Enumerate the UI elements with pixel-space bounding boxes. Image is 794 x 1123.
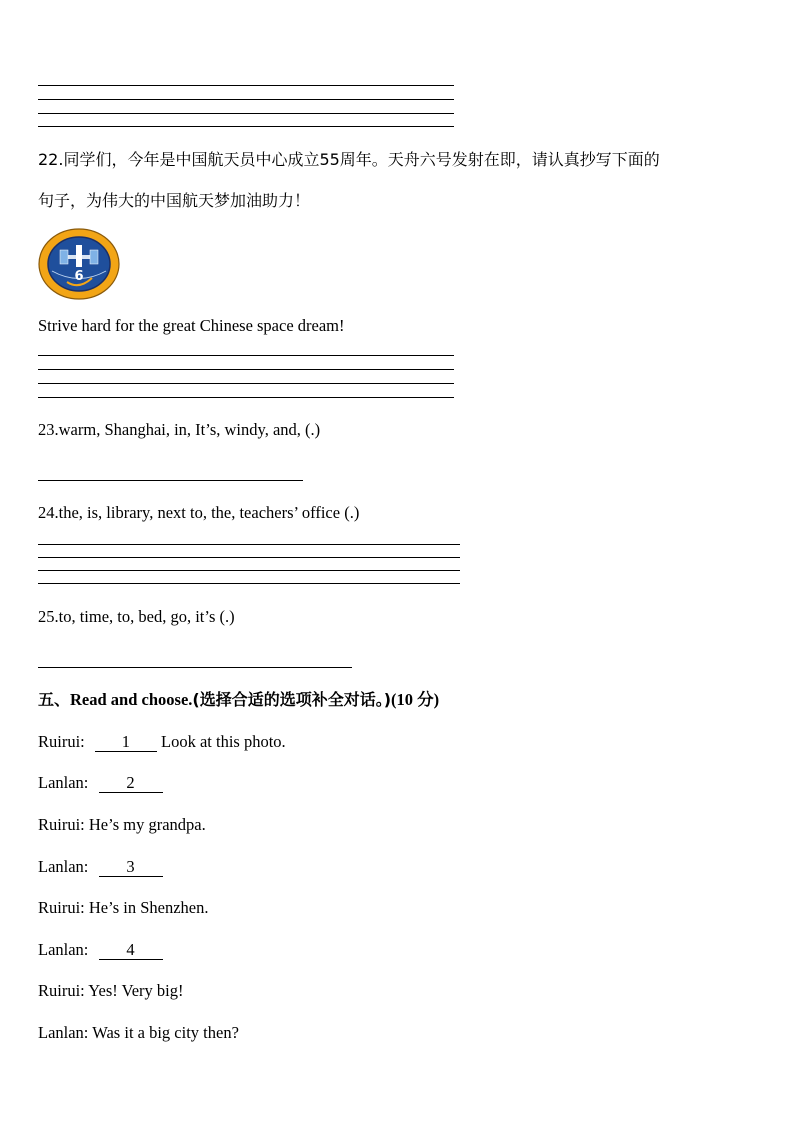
writing-line: [38, 355, 454, 356]
section5-number: 五、: [38, 690, 71, 709]
dialog-speaker: Lanlan:: [38, 1023, 89, 1042]
writing-line: [38, 583, 460, 584]
section5-title-en: Read and choose.: [70, 690, 193, 709]
dialog-line: [38, 857, 163, 877]
q22-instruction-line1: 22.同学们，今年是中国航天员中心成立55周年。天舟六号发射在即，请认真抄写下面的: [38, 150, 660, 169]
dialog-line: [38, 981, 183, 1001]
answer-line: [38, 480, 303, 481]
dialog-speaker: Ruirui:: [38, 981, 85, 1000]
dialog-blank: [99, 941, 163, 960]
dialog-speaker: Lanlan:: [38, 940, 89, 959]
section5-title-zh: (选择合适的选项补全对话。): [192, 690, 392, 709]
q22-sentence: Strive hard for the great Chinese space dream!: [38, 316, 345, 335]
mission-number: 6: [74, 269, 84, 284]
answer-line: [38, 667, 352, 668]
dialog-blank: [95, 733, 157, 752]
dialog-line: [38, 815, 206, 835]
dialog-speaker: Lanlan:: [38, 857, 89, 876]
section5-score: (10 分): [391, 690, 440, 709]
writing-line: [38, 126, 454, 127]
q25-prompt: 25.to, time, to, bed, go, it’s (.): [38, 607, 235, 626]
blank-number: 1: [121, 732, 131, 751]
dialog-line: [38, 940, 163, 960]
dialog-text: He’s in Shenzhen.: [88, 898, 209, 917]
tianzhou-6-mission-logo: [38, 228, 120, 300]
dialog-line: [38, 1023, 239, 1043]
writing-line: [38, 544, 460, 545]
dialog-text: Yes! Very big!: [88, 981, 184, 1000]
q23-prompt: 23.warm, Shanghai, in, It’s, windy, and, (.): [38, 420, 321, 439]
dialog-line: [38, 732, 286, 752]
section5-heading: [38, 690, 439, 710]
writing-line: [38, 397, 454, 398]
dialog-line: [38, 773, 163, 793]
q24-prompt: 24.the, is, library, next to, the, teachers’ office (.): [38, 503, 360, 522]
writing-line: [38, 85, 454, 86]
dialog-speaker: Ruirui:: [38, 898, 85, 917]
writing-line: [38, 570, 460, 571]
dialog-blank: [99, 858, 163, 877]
dialog-speaker: Ruirui:: [38, 815, 85, 834]
dialog-text: He’s my grandpa.: [88, 815, 206, 834]
dialog-speaker: Ruirui:: [38, 732, 85, 751]
writing-line: [38, 113, 454, 114]
dialog-line: [38, 898, 209, 918]
writing-line: [38, 557, 460, 558]
dialog-blank: [99, 774, 163, 793]
dialog-text: Was it a big city then?: [92, 1023, 239, 1042]
writing-line: [38, 369, 454, 370]
q22-instruction-line2: 句子，为伟大的中国航天梦加油助力！: [38, 191, 311, 210]
blank-number: 3: [126, 857, 135, 876]
blank-number: 4: [126, 940, 135, 959]
dialog-speaker: Lanlan:: [38, 773, 89, 792]
dialog-text: Look at this photo.: [156, 732, 286, 751]
writing-line: [38, 99, 454, 100]
writing-line: [38, 383, 454, 384]
blank-number: 2: [126, 773, 135, 792]
